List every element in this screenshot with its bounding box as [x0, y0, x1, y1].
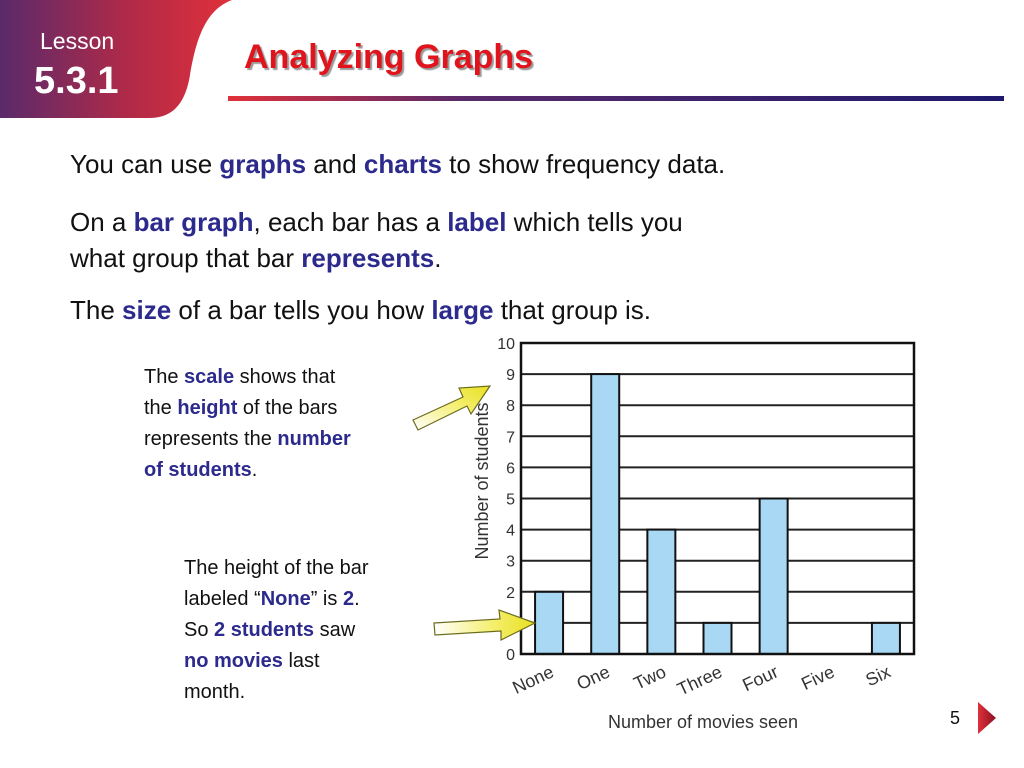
bar	[704, 623, 732, 654]
bar	[591, 374, 619, 654]
keyword-2-students: 2 students	[214, 619, 315, 641]
x-tick-label: Five	[798, 661, 838, 695]
p1-text-3: to show frequency data.	[441, 149, 726, 179]
yellow-arrow-icon	[405, 378, 497, 438]
yellow-arrow-icon	[432, 607, 538, 647]
scale-note-text-1: The	[144, 366, 185, 388]
height-note-text-6: saw	[314, 619, 356, 641]
keyword-label: label	[447, 207, 507, 237]
title-rule	[228, 94, 1004, 102]
paragraph-2	[70, 204, 683, 276]
height-note-text-5: So	[184, 619, 215, 641]
y-tick-label: 6	[506, 460, 515, 478]
height-note-text-8: month.	[184, 681, 246, 703]
p1-text-2: and	[306, 149, 364, 179]
y-axis-label: Number of students	[472, 402, 492, 560]
scale-note-text-5: represents the	[144, 428, 278, 450]
scale-note-text-3: the	[144, 397, 178, 419]
x-tick-label: Two	[630, 661, 670, 694]
height-note-text-3: ” is	[310, 588, 343, 610]
paragraph-1	[70, 146, 725, 182]
y-tick-label: 5	[506, 491, 515, 509]
y-tick-label: 7	[506, 429, 515, 447]
keyword-large: large	[431, 295, 494, 325]
p2-text-4: what group that bar	[70, 243, 302, 273]
x-tick-label: None	[509, 661, 557, 698]
y-tick-label: 4	[506, 522, 515, 540]
x-tick-label: Three	[674, 661, 726, 700]
page-number: 5	[950, 708, 961, 728]
scale-note-text-4: of the bars	[237, 397, 338, 419]
p2-text-5: .	[434, 243, 442, 273]
p3-text-3: that group is.	[493, 295, 652, 325]
p1-text-1: You can use	[70, 149, 220, 179]
keyword-graphs: graphs	[219, 149, 307, 179]
keyword-charts: charts	[363, 149, 442, 179]
y-tick-label: 8	[506, 398, 515, 416]
keyword-number: number	[277, 428, 351, 450]
x-tick-label: Four	[739, 661, 782, 696]
x-axis-label: Number of movies seen	[607, 712, 799, 732]
paragraph-3	[70, 292, 651, 328]
p2-text-2: , each bar has a	[253, 207, 448, 237]
y-tick-label: 10	[497, 336, 515, 353]
lesson-number: 5.3.1	[34, 60, 119, 102]
height-note-text-4: .	[354, 588, 360, 610]
height-note-text-7: last	[282, 650, 320, 672]
height-note	[184, 553, 369, 708]
keyword-two: 2	[342, 588, 355, 610]
y-tick-label: 9	[506, 367, 515, 385]
keyword-size: size	[122, 295, 172, 325]
height-note-text-1: The height of the bar	[184, 557, 369, 579]
scale-note-text-6: .	[251, 459, 258, 481]
keyword-scale: scale	[184, 366, 235, 388]
y-tick-label: 3	[506, 553, 515, 571]
x-tick-label: One	[573, 661, 613, 695]
keyword-no-movies: no movies	[184, 650, 283, 672]
bar	[872, 623, 900, 654]
scale-note	[144, 362, 351, 486]
p2-text-1: On a	[70, 207, 134, 237]
p3-text-2: of a bar tells you how	[171, 295, 432, 325]
bar	[760, 499, 788, 655]
keyword-none: None	[260, 588, 311, 610]
p2-text-3: which tells you	[506, 207, 683, 237]
lesson-label: Lesson	[40, 28, 115, 54]
height-note-text-2: labeled “	[184, 588, 261, 610]
keyword-of-students: of students	[144, 459, 252, 481]
scale-note-text-2: shows that	[234, 366, 336, 388]
keyword-bar-graph: bar graph	[133, 207, 254, 237]
keyword-height: height	[177, 397, 238, 419]
lesson-badge	[0, 0, 232, 118]
keyword-represents: represents	[301, 243, 435, 273]
p3-text-1: The	[70, 295, 123, 325]
next-arrow-icon[interactable]	[976, 700, 998, 736]
x-tick-label: Six	[862, 661, 894, 691]
bar-chart	[440, 330, 940, 740]
y-tick-label: 0	[506, 647, 515, 664]
y-tick-label: 2	[506, 584, 515, 602]
bar	[535, 592, 563, 654]
page-title: Analyzing Graphs	[244, 38, 534, 76]
bar	[647, 530, 675, 654]
